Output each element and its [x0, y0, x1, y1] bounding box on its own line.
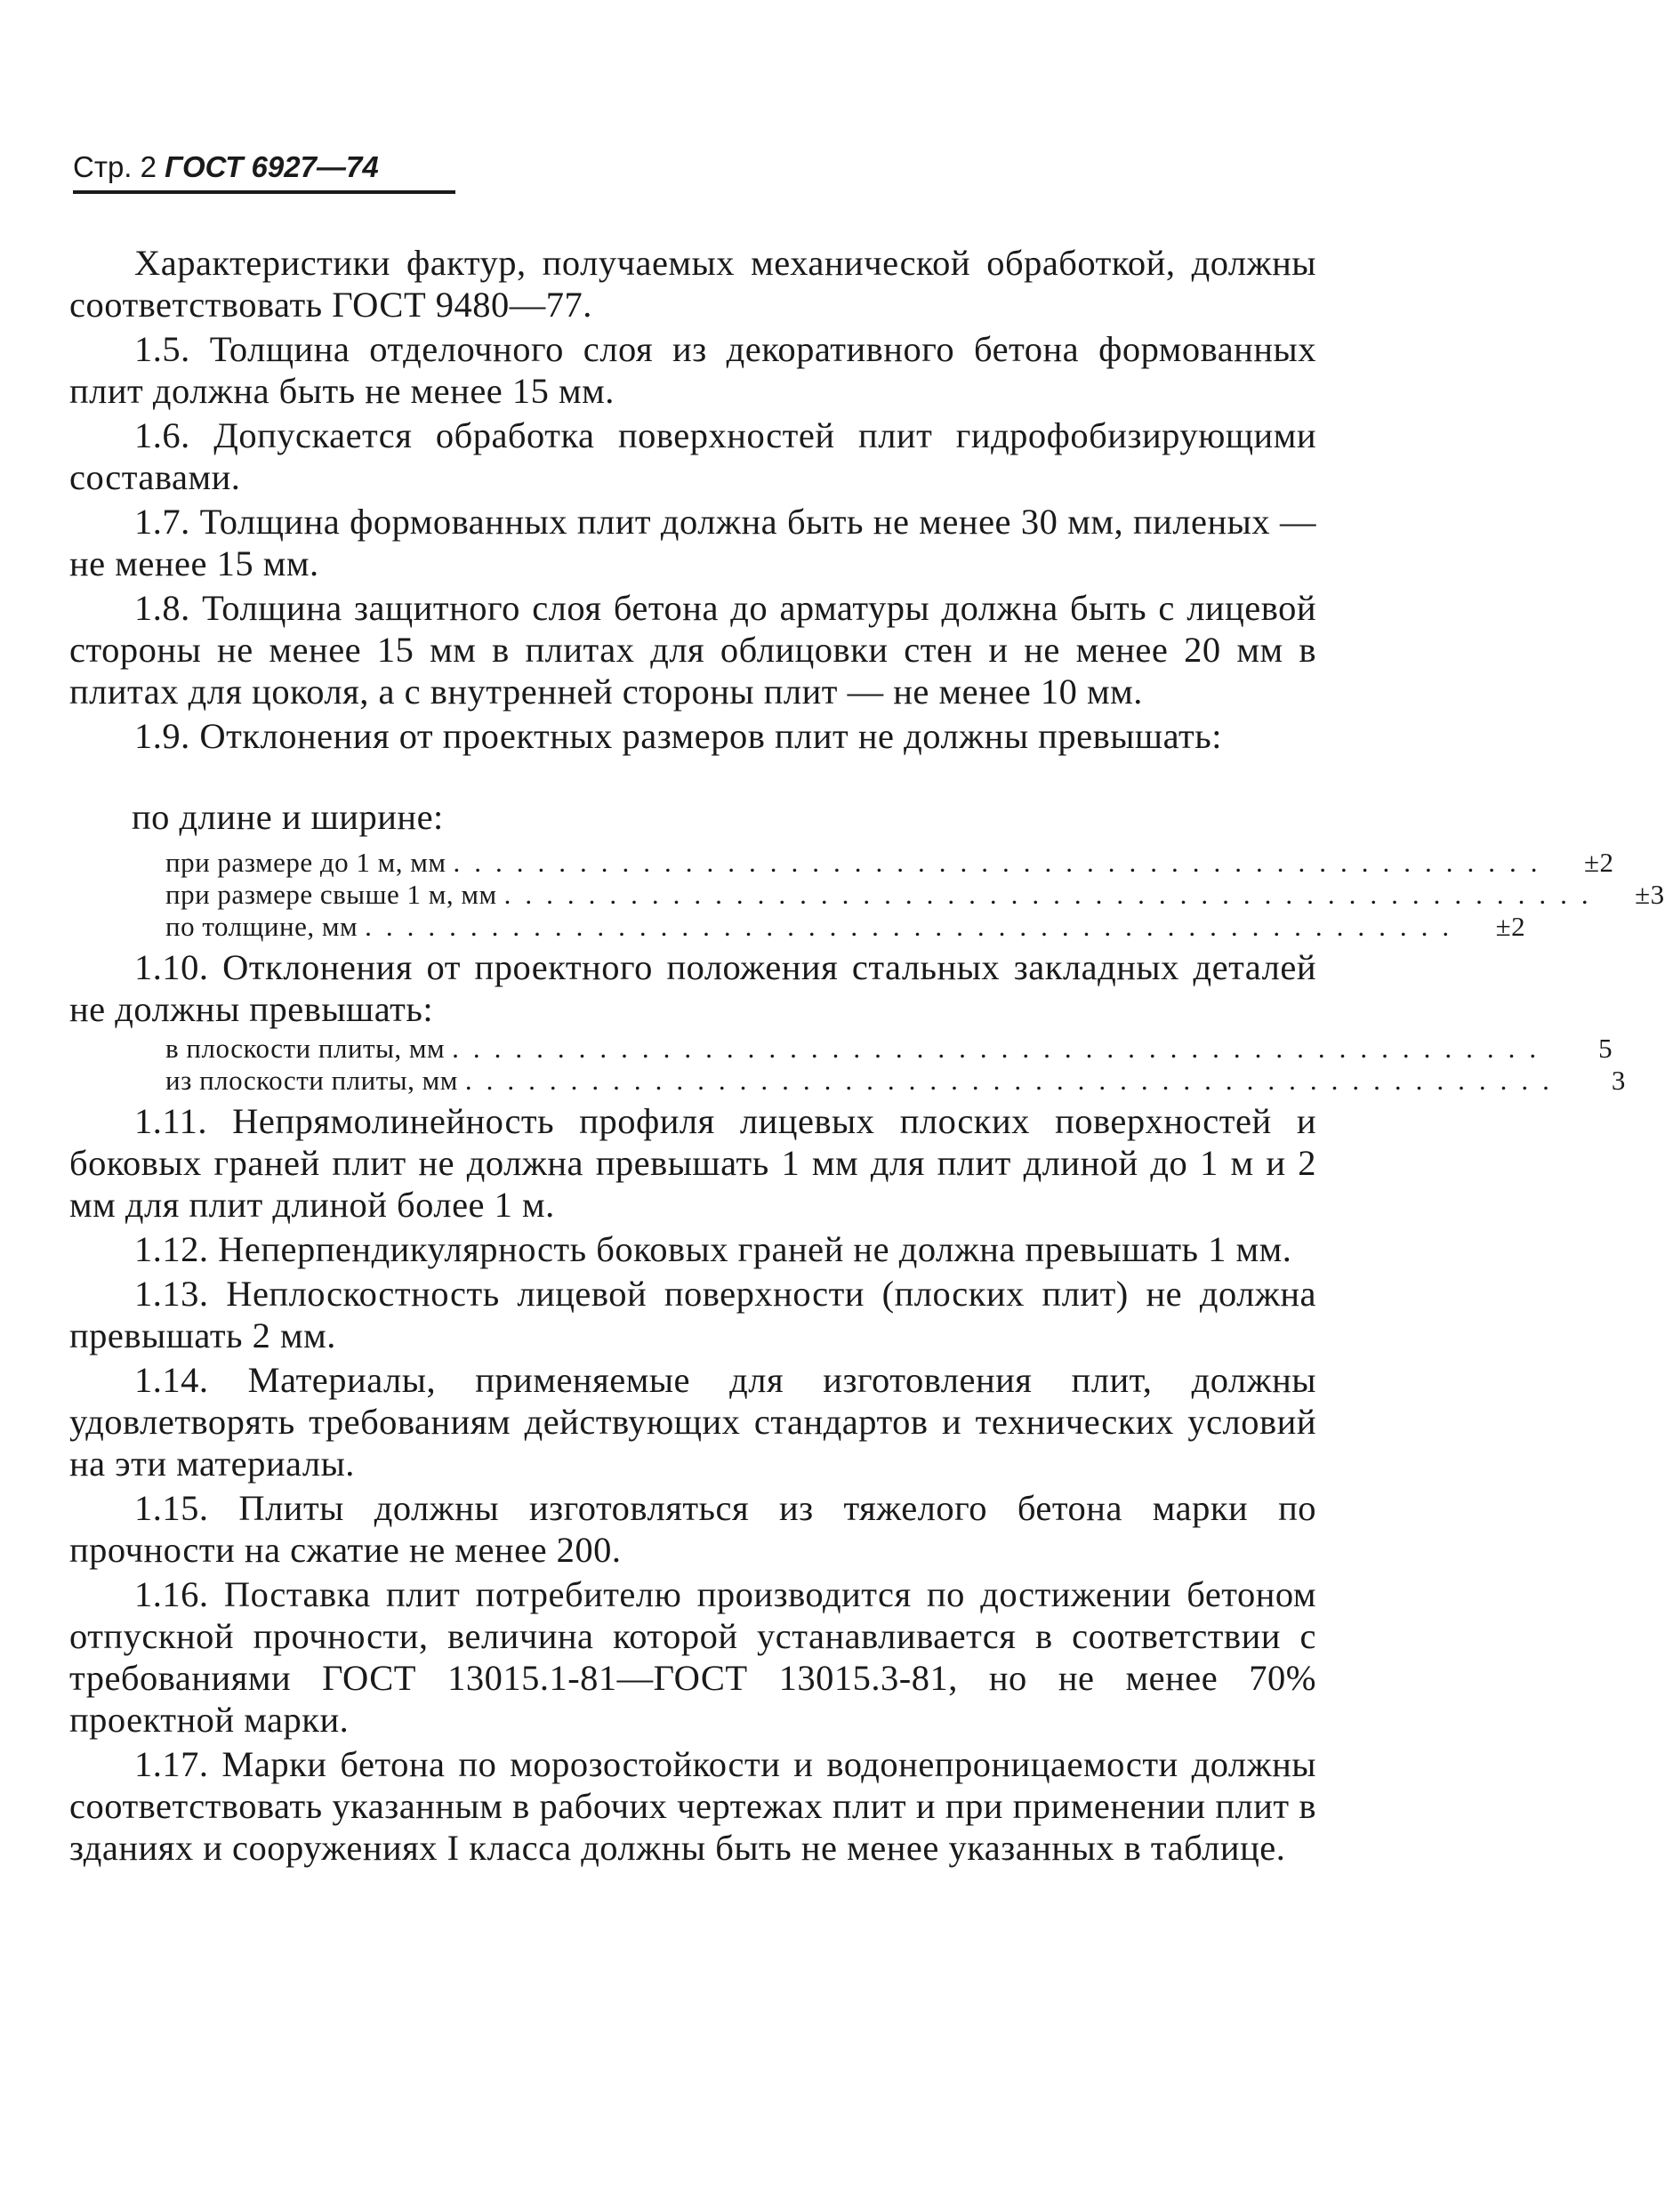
tolerance-row	[165, 879, 1665, 911]
tolerance-label: в плоскости плиты, мм	[165, 1033, 446, 1064]
tolerance-row	[165, 1065, 1626, 1097]
paragraph-1-16: 1.16. Поставка плит потребителю производится по достижении бетоном отпускной прочности, величина которой устанавливается в соответствии с требованиями ГОСТ 13015.1-81—ГОСТ 13015.3-81, но не менее 70% проектной марки.	[69, 1574, 1316, 1740]
leader-dots: ....................................................	[365, 911, 1464, 942]
header-rule	[73, 190, 455, 194]
leader-dots: ....................................................	[453, 847, 1552, 878]
tolerance-label: по толщине, мм	[165, 911, 358, 942]
paragraph-1-17: 1.17. Марки бетона по морозостойкости и водонепроницаемости должны соответствовать указанным в рабочих чертежах плит и при применении плит в зданиях и сооружениях I класса должны быть не менее указанных в таблице.	[69, 1744, 1316, 1868]
tolerance-label: из плоскости плиты, мм	[165, 1065, 458, 1096]
tolerance-label: при размере до 1 м, мм	[165, 847, 446, 878]
dimension-tolerance-list	[165, 847, 1665, 943]
page-number: Стр. 2	[73, 150, 157, 183]
tolerance-value: 3	[1611, 1065, 1626, 1096]
paragraph-1-5: 1.5. Толщина отделочного слоя из декоративного бетона формованных плит должна быть не менее 15 мм.	[69, 329, 1316, 411]
paragraph-1-7: 1.7. Толщина формованных плит должна быть не менее 30 мм, пиленых — не менее 15 мм.	[69, 502, 1316, 583]
tolerance-row	[165, 847, 1614, 879]
leader-dots: ....................................................	[452, 1033, 1551, 1064]
page-header	[73, 149, 379, 185]
tolerance-row	[165, 911, 1526, 943]
leader-dots: ....................................................	[503, 879, 1603, 910]
document-body	[69, 242, 1665, 1871]
paragraph-1-8: 1.8. Толщина защитного слоя бетона до арматуры должна быть с лицевой стороны не менее 15 мм в плитах для облицовки стен и не менее 20 мм в плитах для цоколя, а с внутренней стороны плит — не менее 10 мм.	[69, 588, 1316, 712]
tolerance-value: ±3	[1635, 879, 1665, 910]
tolerance-value: ±2	[1584, 847, 1614, 878]
tolerance-value: 5	[1598, 1033, 1613, 1064]
standard-code: ГОСТ 6927—74	[165, 150, 379, 183]
paragraph-1-11: 1.11. Непрямолинейность профиля лицевых плоских поверхностей и боковых граней плит не должна превышать 1 мм для плит длиной до 1 м и 2 мм для плит длиной более 1 м.	[69, 1101, 1316, 1225]
paragraph-1-13: 1.13. Неплоскостность лицевой поверхности (плоских плит) не должна превышать 2 мм.	[69, 1274, 1316, 1355]
paragraph-1-14: 1.14. Материалы, применяемые для изготовления плит, должны удовлетворять требованиям действующих стандартов и технических условий на эти материалы.	[69, 1360, 1316, 1484]
leader-dots: ....................................................	[464, 1065, 1564, 1096]
paragraph-1-10: 1.10. Отклонения от проектного положения стальных закладных деталей не должны превышать:	[69, 947, 1316, 1029]
tolerance-row	[165, 1033, 1613, 1065]
paragraph-1-9: 1.9. Отклонения от проектных размеров плит не должны превышать:	[134, 716, 1222, 756]
paragraph-texture-characteristics: Характеристики фактур, получаемых механической обработкой, должны соответствовать ГОСТ 9480—77.	[69, 243, 1316, 325]
tolerance-label: при размере свыше 1 м, мм	[165, 879, 497, 910]
embedded-part-tolerance-list	[165, 1033, 1626, 1097]
length-width-heading: по длине и ширине:	[132, 797, 444, 837]
paragraph-1-12: 1.12. Неперпендикулярность боковых граней не должна превышать 1 мм.	[134, 1229, 1292, 1269]
tolerance-value: ±2	[1495, 911, 1526, 942]
paragraph-1-6: 1.6. Допускается обработка поверхностей плит гидрофобизирующими составами.	[69, 415, 1316, 497]
paragraph-1-15: 1.15. Плиты должны изготовляться из тяжелого бетона марки по прочности на сжатие не менее 200.	[69, 1488, 1316, 1570]
